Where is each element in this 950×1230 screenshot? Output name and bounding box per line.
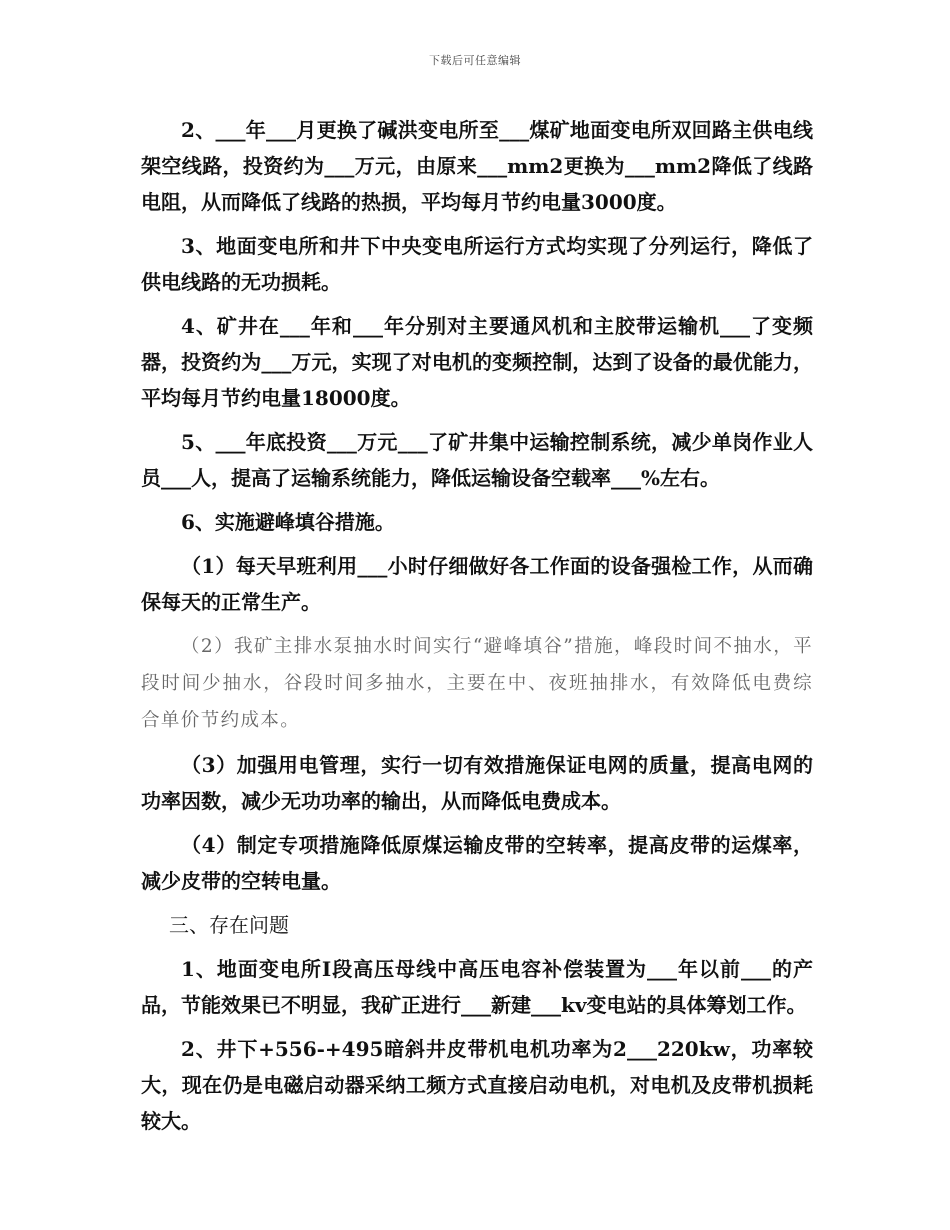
paragraph-item-4: 4、矿井在___年和___年分别对主要通风机和主胶带运输机___了变频器，投资约为___万元，实现了对电机的变频控制，达到了设备的最优能力，平均每月节约电量18000度。	[141, 314, 813, 410]
paragraph-item-5: 5、___年底投资___万元___了矿井集中运输控制系统，减少单岗作业人员___人，提高了运输系统能力，降低运输设备空载率___%左右。	[141, 430, 813, 490]
problem-item-1: 1、地面变电所Ⅰ段高压母线中高压电容补偿装置为___年以前___的产品，节能效果已不明显，我矿正进行___新建___kv变电站的具体筹划工作。	[141, 957, 813, 1017]
paragraph-subitem-3: （3）加强用电管理，实行一切有效措施保证电网的质量，提高电网的功率因数，减少无功功率的输出，从而降低电费成本。	[141, 753, 813, 813]
paragraph-item-2: 2、___年___月更换了碱洪变电所至___煤矿地面变电所双回路主供电线架空线路，投资约为___万元，由原来___mm2更换为___mm2降低了线路电阻，从而降低了线路的热损，平均每月节约电量3000度。	[141, 118, 813, 214]
page-header: 下载后可任意编辑	[429, 54, 521, 67]
paragraph-subitem-4: （4）制定专项措施降低原煤运输皮带的空转率，提高皮带的运煤率，减少皮带的空转电量。	[141, 833, 813, 893]
paragraph-subitem-1: （1）每天早班利用___小时仔细做好各工作面的设备强检工作，从而确保每天的正常生产。	[141, 554, 813, 614]
paragraph-item-6: 6、实施避峰填谷措施。	[181, 510, 395, 534]
problem-item-2: 2、井下+556-+495暗斜井皮带机电机功率为2___220kw，功率较大，现在仍是电磁启动器采纳工频方式直接启动电机，对电机及皮带机损耗较大。	[141, 1037, 813, 1133]
section-heading-problems: 三、存在问题	[169, 913, 289, 937]
paragraph-subitem-2: （2）我矿主排水泵抽水时间实行“避峰填谷”措施，峰段时间不抽水，平段时间少抽水，谷段时间多抽水，主要在中、夜班抽排水，有效降低电费综合单价节约成本。	[141, 636, 813, 731]
paragraph-item-3: 3、地面变电所和井下中央变电所运行方式均实现了分列运行，降低了供电线路的无功损耗。	[141, 234, 813, 294]
document-body	[141, 112, 813, 1147]
